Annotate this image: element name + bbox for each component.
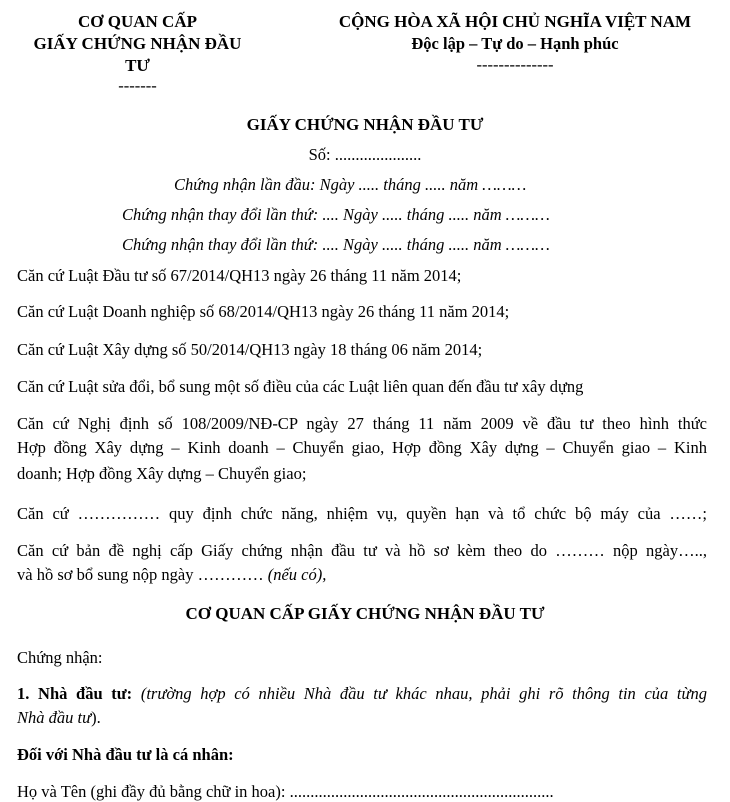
investor-heading-label: 1. Nhà đầu tư: (17, 684, 133, 703)
change-certification-date-1: Chứng nhận thay đổi lần thứ: .... Ngày ..... tháng ..... năm ……… (122, 205, 550, 224)
investor-heading-note: (trường hợp có nhiều Nhà đầu tư khác nhau, phải ghi rõ thông tin của từng (132, 684, 707, 703)
legal-basis-amendment-law: Căn cứ Luật sửa đổi, bổ sung một số điều của các Luật liên quan đến đầu tư xây dựng (17, 377, 584, 396)
first-certification-date: Chứng nhận lần đầu: Ngày ..... tháng ..... năm ……… (174, 175, 527, 194)
motto-divider: -------------- (476, 55, 554, 74)
legal-basis-enterprise-law: Căn cứ Luật Doanh nghiệp số 68/2014/QH13 ngày 26 tháng 11 năm 2014; (17, 302, 510, 321)
investor-note-italic: Nhà đầu tư (17, 708, 92, 727)
proposal-basis-line1: Căn cứ bản đề nghị cấp Giấy chứng nhận đầu tư và hồ sơ kèm theo do ……… nộp ngày….., (17, 541, 707, 560)
decree-basis-row2 (17, 436, 707, 460)
investor-heading-row (17, 682, 707, 706)
agency-divider: ------- (118, 76, 157, 95)
document-title: GIẤY CHỨNG NHẬN ĐẦU TƯ (246, 115, 484, 134)
decree-basis-line2: Hợp đồng Xây dựng – Kinh doanh – Chuyển giao, Hợp đồng Xây dựng – Chuyển giao – Kinh (17, 438, 707, 457)
investor-heading (17, 682, 707, 706)
certifies-label: Chứng nhận: (17, 648, 103, 667)
investor-note-tail: ). (91, 708, 101, 727)
proposal-basis-line2 (17, 565, 326, 585)
decree-basis (17, 412, 707, 436)
function-basis: Căn cứ …………… quy định chức năng, nhiệm vụ, quyền hạn và tổ chức bộ máy của ……; (17, 504, 707, 523)
agency-name-line2: GIẤY CHỨNG NHẬN ĐẦU (33, 34, 242, 53)
function-basis-row (17, 502, 707, 526)
individual-investor-heading: Đối với Nhà đầu tư là cá nhân: (17, 745, 234, 764)
legal-basis-investment-law: Căn cứ Luật Đầu tư số 67/2014/QH13 ngày 26 tháng 11 năm 2014; (17, 266, 462, 285)
nation-name: CỘNG HÒA XÃ HỘI CHỦ NGHĨA VIỆT NAM (338, 12, 692, 31)
agency-name-line1: CƠ QUAN CẤP (78, 12, 197, 31)
issuing-agency-heading: CƠ QUAN CẤP GIẤY CHỨNG NHẬN ĐẦU TƯ (185, 604, 545, 623)
decree-basis-line3: doanh; Hợp đồng Xây dựng – Chuyển giao; (17, 464, 307, 483)
full-name-field[interactable]: Họ và Tên (ghi đầy đủ bằng chữ in hoa): ................................................................ (17, 782, 554, 801)
proposal-basis-row (17, 539, 707, 563)
certificate-number: Số: ..................... (308, 145, 422, 164)
legal-basis-construction-law: Căn cứ Luật Xây dựng số 50/2014/QH13 ngày 18 tháng 06 năm 2014; (17, 340, 483, 359)
investor-note-line2 (17, 708, 101, 728)
agency-name-line3: TƯ (125, 56, 150, 75)
decree-basis-line1: Căn cứ Nghị định số 108/2009/NĐ-CP ngày 27 tháng 11 năm 2009 về đầu tư theo hình thức (17, 414, 707, 433)
proposal-basis-optional-note: (nếu có), (267, 565, 327, 584)
proposal-basis-line2-text: và hồ sơ bổ sung nộp ngày ………… (17, 565, 268, 584)
change-certification-date-2: Chứng nhận thay đổi lần thứ: .... Ngày ..... tháng ..... năm ……… (122, 235, 550, 254)
national-motto: Độc lập – Tự do – Hạnh phúc (411, 34, 619, 53)
